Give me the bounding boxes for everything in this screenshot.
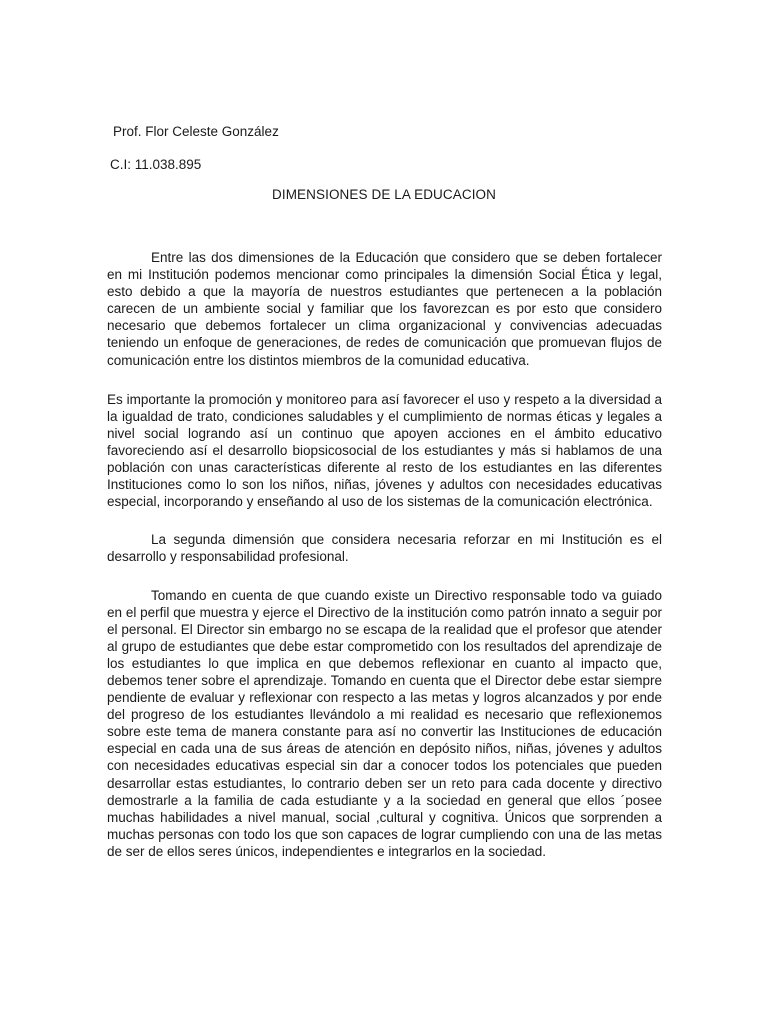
paragraph-promocion-monitoreo: Es importante la promoción y monitoreo para así favorecer el uso y respeto a la diversidad a la igualdad de trato, condiciones saludables y el cumplimiento de normas éticas y legales a nivel social logrando así un continuo que apoyen acciones en el ámbito educativo favoreciendo así el desarrollo biopsicosocial de los estudiantes y más si hablamos de una población con unas características diferente al resto de los estudiantes en las diferentes Instituciones como lo son los niños, niñas, jóvenes y adultos con necesidades educativas especial, incorporando y enseñando al uso de los sistemas de la comunicación electrónica. [107, 391, 662, 510]
document-body [107, 249, 662, 860]
author-name: Prof. Flor Celeste González [113, 124, 279, 139]
paragraph-segunda-dimension: La segunda dimensión que considera necesaria reforzar en mi Institución es el desarrollo y responsabilidad profesional. [107, 532, 662, 565]
identity-number: C.I: 11.038.895 [110, 157, 202, 172]
paragraph-directivo-responsable: Tomando en cuenta de que cuando existe un Directivo responsable todo va guiado en el perfil que muestra y ejerce el Directivo de la institución como patrón innato a seguir por el personal. El Director sin embargo no se escapa de la realidad que el profesor que atender al grupo de estudiantes que debe estar comprometido con los resultados del aprendizaje de los estudiantes lo que implica en que debemos reflexionar en cuanto al impacto que, debemos tener sobre el aprendizaje. Tomando en cuenta que el Director debe estar siempre pendiente de evaluar y reflexionar con respecto a las metas y logros alcanzados y por ende del progreso de los estudiantes llevándolo a mi realidad es necesario que reflexionemos sobre este tema de manera constante para así no convertir las Instituciones de educación especial en cada una de sus áreas de atención en depósito niños, niñas, jóvenes y adultos con necesidades educativas especial sin dar a conocer todos los potenciales que pueden desarrollar estas estudiantes, lo contrario deben ser un reto para cada docente y directivo demostrarle a la familia de cada estudiante y a la sociedad en general que ellos ´posee muchas habilidades a nivel manual, social ,cultural y cognitiva. Únicos que sorprenden a muchas personas con todo los que son capaces de lograr cumpliendo con una de las metas de ser de ellos seres únicos, independientes e integrarlos en la sociedad. [107, 587, 662, 859]
document-title: DIMENSIONES DE LA EDUCACION [272, 187, 496, 202]
paragraph-dimension-social-etica: Entre las dos dimensiones de la Educación que considero que se deben fortalecer en mi Institución podemos mencionar como principales la dimensión Social Ética y legal, esto debido a que la mayoría de nuestros estudiantes que pertenecen a la población carecen de un ambiente social y familiar que los favorezcan es por esto que considero necesario que debemos fortalecer un clima organizacional y convivencias adecuadas teniendo un enfoque de generaciones, de redes de comunicación que promuevan flujos de comunicación entre los distintos miembros de la comunidad educativa. [107, 250, 662, 368]
